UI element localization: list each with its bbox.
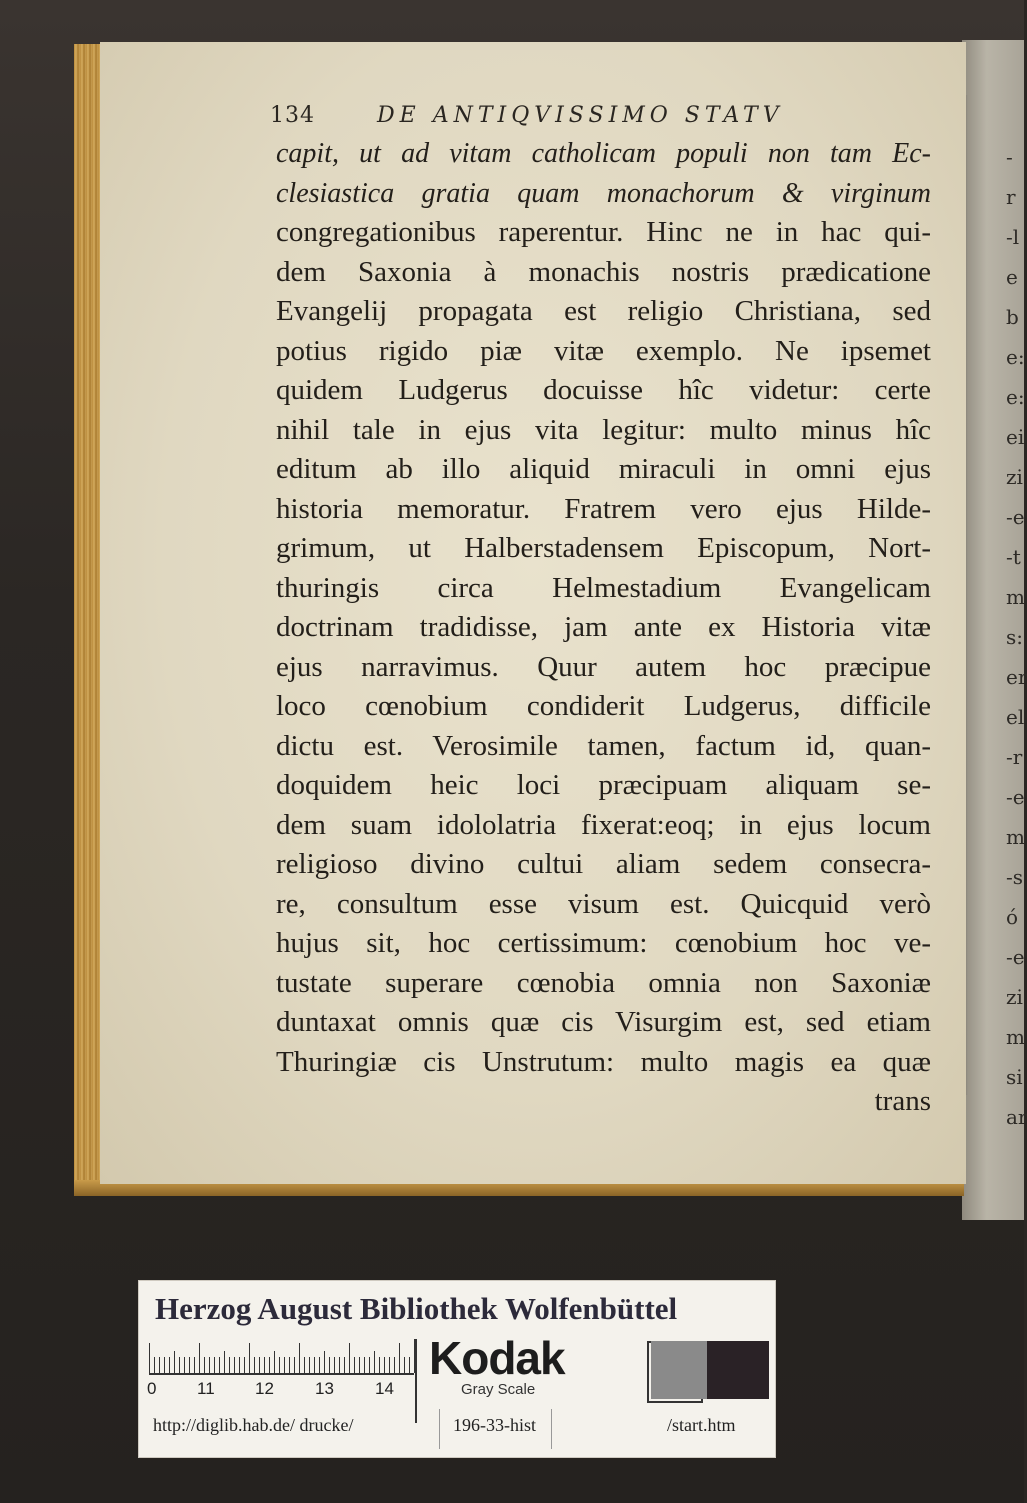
ruler-number: 0 [147, 1379, 157, 1398]
text-line: potius rigido piæ vitæ exemplo. Ne ipsemet [276, 334, 931, 367]
ruler-tick [299, 1343, 300, 1373]
ruler-tick [239, 1357, 240, 1373]
next-page-fragment: m [1006, 1025, 1025, 1049]
shelfmark: 196-33-hist [453, 1415, 536, 1435]
next-page-fragment: ar [1006, 1105, 1027, 1129]
text-line: religioso divino cultui aliam sedem consecra- [276, 848, 931, 880]
ruler-tick [154, 1357, 155, 1373]
ruler-tick [264, 1357, 265, 1373]
ruler-tick [409, 1357, 410, 1373]
text-line: doctrinam tradidisse, jam ante ex Historia vitæ [276, 611, 931, 643]
next-page-fragment: e [1006, 265, 1018, 289]
ruler-tick [379, 1357, 380, 1373]
text-line: Thuringiæ cis Unstrutum: multo magis ea quæ [276, 1045, 931, 1078]
library-name: Herzog August Bibliothek Wolfenbüttel [155, 1291, 678, 1326]
ruler-tick [204, 1357, 205, 1373]
next-page-fragment: -r [1006, 745, 1023, 769]
text-line: tustate superare cœnobia omnia non Saxoniæ [276, 966, 931, 999]
ruler-tick [369, 1357, 370, 1373]
next-page-fragment: -s [1006, 865, 1024, 889]
swatch-black [707, 1341, 769, 1399]
next-page-fragment: -e [1006, 785, 1025, 809]
ruler-tick [149, 1343, 150, 1373]
next-page-edge [962, 40, 1027, 1220]
text-line: dictu est. Verosimile tamen, factum id, quan- [276, 729, 931, 762]
ruler-tick [359, 1357, 360, 1373]
next-page-fragment: - [1006, 145, 1013, 169]
gray-scale-caption: Gray Scale [461, 1381, 536, 1398]
ruler-tick [279, 1357, 280, 1373]
ruler-tick [284, 1357, 285, 1373]
ruler-tick [374, 1351, 375, 1373]
ruler-number: 11 [197, 1379, 215, 1398]
ruler-tick [259, 1357, 260, 1373]
ruler-tick [354, 1357, 355, 1373]
next-page-fragment: -e [1006, 505, 1025, 529]
ruler-tick [234, 1357, 235, 1373]
running-head [270, 103, 830, 137]
next-page-fragment: zi [1006, 465, 1023, 489]
ruler-tick [194, 1357, 195, 1373]
ruler-tick [324, 1351, 325, 1373]
ruler-tick [319, 1357, 320, 1373]
ruler-number: 13 [315, 1379, 334, 1398]
library-label [138, 1280, 776, 1458]
text-line: hujus sit, hoc certissimum: cœnobium hoc ve- [276, 927, 931, 959]
next-page-fragment: r [1006, 185, 1016, 209]
next-page-fragment: -t [1006, 545, 1021, 569]
text-line: historia memoratur. Fratrem vero ejus Hilde- [276, 492, 931, 525]
ruler-tick [394, 1357, 395, 1373]
text-line: quidem Ludgerus docuisse hîc videtur: certe [276, 374, 931, 406]
next-page-fragment: e: [1006, 345, 1025, 369]
text-line: doquidem heic loci præcipuam aliquam se- [276, 769, 931, 801]
ruler-tick [309, 1357, 310, 1373]
text-line: grimum, ut Halberstadensem Episcopum, Nort- [276, 532, 931, 564]
ruler-tick [389, 1357, 390, 1373]
catchword: trans [874, 1085, 931, 1117]
ruler-tick [174, 1351, 175, 1373]
text-line: Evangelij propagata est religio Christiana, sed [276, 295, 931, 327]
next-page-fragment: ei [1006, 425, 1025, 449]
kodak-divider [415, 1339, 417, 1423]
ruler-tick [219, 1357, 220, 1373]
ruler-tick [159, 1357, 160, 1373]
text-line: clesiastica gratia quam monachorum & virginum [276, 177, 931, 209]
text-line: dem suam idololatria fixerat:eoq; in ejus locum [276, 808, 931, 841]
ruler-tick [384, 1357, 385, 1373]
text-line: ejus narravimus. Quur autem hoc præcipue [276, 650, 931, 683]
ruler-tick [344, 1357, 345, 1373]
ruler-tick [214, 1357, 215, 1373]
text-line: loco cœnobium condiderit Ludgerus, difficile [276, 690, 931, 722]
ruler-tick [289, 1357, 290, 1373]
ruler-tick [249, 1343, 250, 1373]
next-page-fragment: er [1006, 665, 1027, 689]
ruler-baseline [149, 1373, 414, 1375]
ruler-tick [334, 1357, 335, 1373]
page-number: 134 [270, 103, 315, 128]
next-page-fragment: e: [1006, 385, 1025, 409]
ruler-tick [229, 1357, 230, 1373]
ruler-tick [189, 1357, 190, 1373]
url-right: /start.htm [667, 1415, 736, 1435]
ruler-tick [339, 1357, 340, 1373]
next-page-fragment: m [1006, 825, 1025, 849]
kodak-logo: Kodak [429, 1332, 565, 1384]
body-text [276, 134, 931, 1122]
ruler-tick [364, 1357, 365, 1373]
swatch-gray [651, 1341, 707, 1399]
running-title: DE ANTIQVISSIMO STATV [377, 103, 784, 128]
next-page-fragment: m [1006, 585, 1025, 609]
ruler-tick [169, 1357, 170, 1373]
next-page-fragment: -e [1006, 945, 1025, 969]
ruler-tick [199, 1343, 200, 1373]
next-page-fragment: -l [1006, 225, 1020, 249]
ruler-tick [399, 1343, 400, 1373]
ruler-tick [244, 1357, 245, 1373]
text-line: dem Saxonia à monachis nostris prædicatione [276, 255, 931, 288]
next-page-fragment: ó [1006, 905, 1019, 929]
ruler-tick [184, 1357, 185, 1373]
ruler-tick [329, 1357, 330, 1373]
scale-ruler [149, 1339, 416, 1373]
ruler-tick [349, 1343, 350, 1373]
text-line: re, consultum esse visum est. Quicquid verò [276, 887, 931, 920]
next-page-fragment: s: [1006, 625, 1024, 649]
ruler-tick [274, 1351, 275, 1373]
text-line: capit, ut ad vitam catholicam populi non tam Ec- [276, 138, 931, 169]
ruler-tick [304, 1357, 305, 1373]
text-line: duntaxat omnis quæ cis Visurgim est, sed etiam [276, 1006, 931, 1038]
text-line: editum ab illo aliquid miraculi in omni ejus [276, 453, 931, 485]
text-line: nihil tale in ejus vita legitur: multo minus hîc [276, 413, 931, 446]
next-page-fragment: si [1006, 1065, 1023, 1089]
next-page-fragment: b [1006, 305, 1019, 329]
ruler-tick [179, 1357, 180, 1373]
next-page-fragment: el [1006, 705, 1025, 729]
ruler-tick [254, 1357, 255, 1373]
ruler-number: 14 [375, 1379, 394, 1398]
label-separator [439, 1409, 440, 1449]
ruler-tick [269, 1357, 270, 1373]
ruler-tick [224, 1351, 225, 1373]
ruler-tick [314, 1357, 315, 1373]
ruler-tick [404, 1357, 405, 1373]
ruler-tick [164, 1357, 165, 1373]
next-page-fragment: zi [1006, 985, 1023, 1009]
text-line: congregationibus raperentur. Hinc ne in hac qui- [276, 216, 931, 248]
ruler-tick [294, 1357, 295, 1373]
text-line: thuringis circa Helmestadium Evangelicam [276, 571, 931, 604]
ruler-number: 12 [255, 1379, 274, 1398]
ruler-tick [209, 1357, 210, 1373]
url-left: http://diglib.hab.de/ drucke/ [153, 1415, 354, 1435]
label-separator [551, 1409, 552, 1449]
